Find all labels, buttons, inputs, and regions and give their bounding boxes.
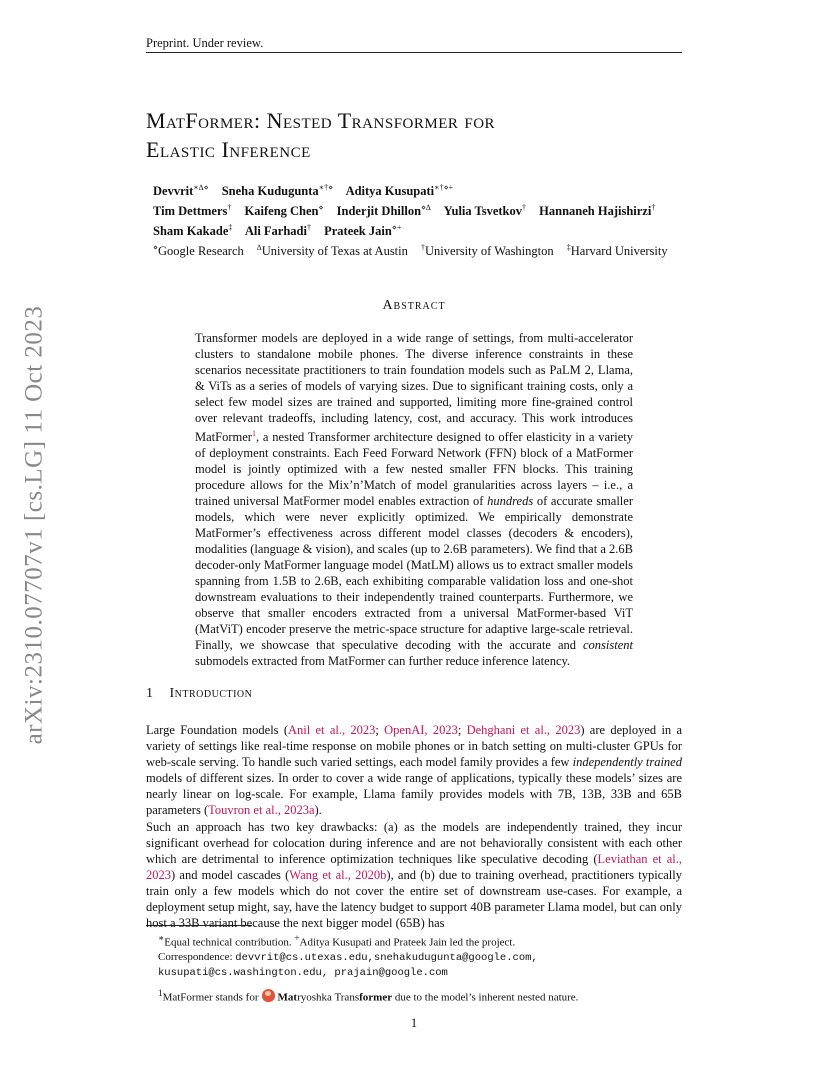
author-row-2 <box>153 203 713 219</box>
author: Ali Farhadi† <box>244 223 311 239</box>
affiliation: †University of Washington <box>421 243 554 259</box>
paper-title <box>146 106 706 164</box>
footnote-emails <box>158 965 688 980</box>
affiliation: ∆University of Texas at Austin <box>256 243 408 259</box>
author: Kaifeng Chen⋄ <box>244 203 324 219</box>
footnote-rule <box>146 925 252 926</box>
page-number: 1 <box>410 1016 418 1030</box>
footnote-ref[interactable]: 1 <box>251 429 256 438</box>
section-number: 1 <box>146 686 154 701</box>
author: Hannaneh Hajishirzi† <box>539 203 656 219</box>
footnote-1: $^1$MatFormer stands for Matryoshka Transformer due to the model’s inherent nested nature. <box>158 987 579 1004</box>
footnote-correspondence: Correspondence: devvrit@cs.utexas.edu,snehakudugunta@google.com, <box>158 950 538 964</box>
intro-paragraph-2: Such an approach has two key drawbacks: (a) as the models are independently trained, they incur significant overhead for colocation during inference and are not behaviorally consistent with each other which are detrimental to inference optimization techniques like speculative decoding (Leviathan et al., 2023) and model cascades (Wang et al., 2020b), and (b) due to training overhead, practitioners typically train only a few models which do not cover the entire set of downstream use-cases. For example, a deployment setup might, say, have the latency budget to support 40B parameter Llama model, but can only host a 33B variant because the next bigger model (65B) has <box>146 820 683 930</box>
citation-link[interactable]: Wang et al., 2020b <box>289 868 387 882</box>
author: Sham Kakade‡ <box>153 223 233 239</box>
footnote-equal-contribution: ∗Equal technical contribution. +Aditya Kusupati and Prateek Jain led the project. <box>158 933 516 949</box>
citation-link[interactable]: Leviathan et al., 2023 <box>146 852 682 882</box>
email-link[interactable]: kusupati@cs.washington.edu, prajain@google.com <box>158 966 448 979</box>
intro-paragraph-1: Large Foundation models (Anil et al., 2023; OpenAI, 2023; Dehghani et al., 2023) are deployed in a variety of settings like real-time response on mobile phones or in batch setting on multi-cluster GPUs for web-scale serving. To handle such varied settings, each model family provides a few independently trained models of different sizes. In order to cover a wide range of applications, typically these models’ sizes are nearly linear on log-scale. For example, Llama family provides models with 7B, 13B, 33B and 65B parameters (Touvron et al., 2023a). <box>146 723 682 817</box>
citation-link[interactable]: OpenAI, 2023 <box>384 723 458 737</box>
email-link[interactable]: devvrit@cs.utexas.edu,snehakudugunta@google.com, <box>235 951 538 964</box>
citation-link[interactable]: Touvron et al., 2023a <box>208 803 315 817</box>
citation-link[interactable]: Dehghani et al., 2023 <box>466 723 581 737</box>
affiliations <box>153 243 713 259</box>
section-title: Introduction <box>169 686 253 701</box>
author-row-3 <box>153 223 713 239</box>
author: Devvrit∗∆⋄ <box>153 183 209 199</box>
title-line-2: Elastic Inference <box>146 137 311 162</box>
author: Aditya Kusupati∗†⋄+ <box>345 183 454 199</box>
section-heading-introduction <box>146 686 252 702</box>
author-row-1 <box>153 183 713 199</box>
arxiv-side-stamp <box>13 290 55 760</box>
author: Tim Dettmers† <box>153 203 232 219</box>
running-header: Preprint. Under review. <box>146 36 264 50</box>
author: Inderjit Dhillon⋄∆ <box>336 203 431 219</box>
citation-link[interactable]: Anil et al., 2023 <box>288 723 376 737</box>
matryoshka-doll-icon <box>262 989 275 1002</box>
affiliation: ⋄Google Research <box>153 243 244 259</box>
author: Sneha Kudugunta∗†⋄ <box>221 183 334 199</box>
author: Prateek Jain⋄+ <box>324 223 402 239</box>
author: Yulia Tsvetkov† <box>443 203 527 219</box>
header-rule <box>146 52 682 53</box>
title-line-1: MatFormer: Nested Transformer for <box>146 108 496 133</box>
footnotes <box>158 931 688 1004</box>
abstract-body: Transformer models are deployed in a wide range of settings, from multi-accelerator clusters to standalone mobile phones. The diverse inference constraints in these scenarios necessitate practitioners to train foundation models such as PaLM 2, Llama, & ViTs as a series of models of varying sizes. Due to significant training costs, only a select few model sizes are trained and supported, limiting more fine-grained control over relevant tradeoffs, including latency, cost, and accuracy. This work introduces MatFormer$^1$, a nested Transformer architecture designed to offer elasticity in a variety of deployment constraints. Each Feed Forward Network (FFN) block of a MatFormer model is jointly optimized with a few nested smaller FFN blocks. This training procedure allows for the Mix’n’Match of model granularities across layers – i.e., a trained universal MatFormer model enables extraction of hundreds of accurate smaller models, which were never explicitly optimized. We empirically demonstrate MatFormer’s effectiveness across different model classes (decoders & encoders), modalities (language & vision), and scales (up to 2.6B parameters). We find that a 2.6B decoder-only MatFormer language model (MatLM) allows us to extract smaller models spanning from 1.5B to 2.6B, each exhibiting comparable validation loss and one-shot downstream evaluations to their independently trained counterparts. Furthermore, we observe that smaller encoders extracted from a universal MatFormer-based ViT (MatViT) encoder preserve the metric-space structure for adaptive large-scale retrieval. Finally, we showcase that speculative decoding with the accurate and consistent submodels extracted from MatFormer can further reduce inference latency. <box>195 331 633 669</box>
abstract-heading: Abstract <box>382 298 446 313</box>
arxiv-identifier: arXiv:2310.07707v1 [cs.LG] 11 Oct 2023 <box>20 305 47 745</box>
affiliation: ‡Harvard University <box>566 243 668 259</box>
